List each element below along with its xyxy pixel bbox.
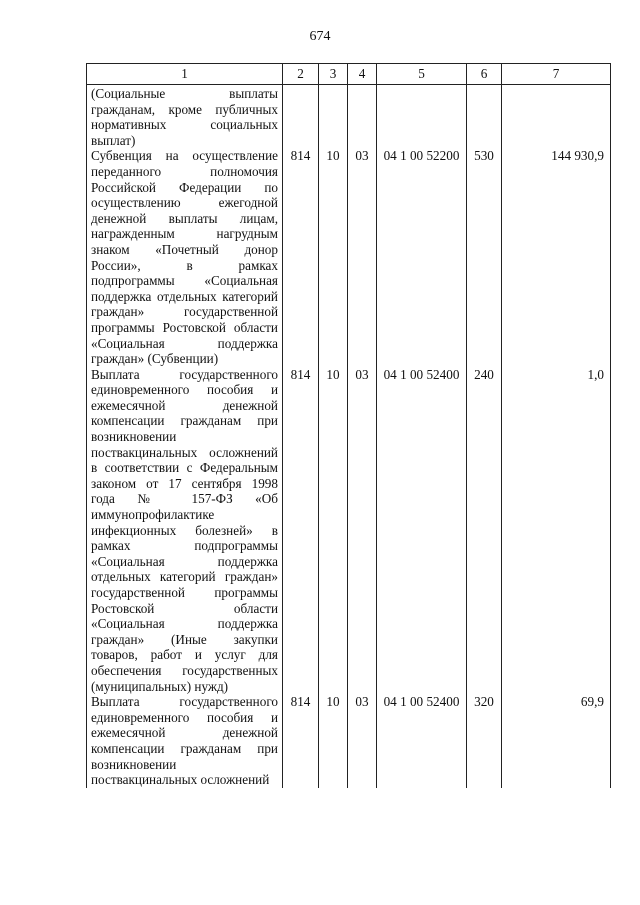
column-header: 2 [283,64,319,85]
header-row [87,64,611,85]
cell-expense-type: 530 [467,148,502,366]
cell-amount: 1,0 [502,367,611,694]
cell-admin-code: 814 [283,148,319,366]
table-row [87,148,611,366]
row-description: Субвенция на осуществление переданного полномочия Российской Федерации по осуществлению ежегодной денежной выплаты лицам, награжденным нагрудным знаком «Почетный донор России», в рамках подпрограммы «Социальная поддержка отдельных категорий граждан» государственной программы Ростовской области «Социальная поддержка граждан» (Субвенции) [87,148,283,366]
cell-target-code: 04 1 00 52400 [377,367,467,694]
cell-subsection: 03 [348,148,377,366]
cell-admin-code: 814 [283,694,319,788]
budget-table [86,63,611,788]
table-row [87,85,611,149]
cell-expense-type: 240 [467,367,502,694]
page-number: 674 [309,29,331,44]
cell-amount: 69,9 [502,694,611,788]
cell-admin-code [283,85,319,149]
cell-amount: 144 930,9 [502,148,611,366]
column-header: 7 [502,64,611,85]
cell-admin-code: 814 [283,367,319,694]
cell-subsection: 03 [348,694,377,788]
cell-target-code [377,85,467,149]
column-header: 5 [377,64,467,85]
cell-subsection [348,85,377,149]
cell-amount [502,85,611,149]
column-header: 4 [348,64,377,85]
column-header: 3 [319,64,348,85]
cell-expense-type: 320 [467,694,502,788]
column-header: 1 [87,64,283,85]
cell-section: 10 [319,367,348,694]
cell-section: 10 [319,694,348,788]
cell-section [319,85,348,149]
table-row [87,694,611,788]
table-row [87,367,611,694]
cell-subsection: 03 [348,367,377,694]
row-description: Выплата государственного единовременного пособия и ежемесячной денежной компенсации гражданам при возникновении поствакцинальных осложнений [87,694,283,788]
row-description: (Социальные выплаты гражданам, кроме публичных нормативных социальных выплат) [87,85,283,149]
cell-expense-type [467,85,502,149]
cell-target-code: 04 1 00 52200 [377,148,467,366]
cell-section: 10 [319,148,348,366]
cell-target-code: 04 1 00 52400 [377,694,467,788]
row-description: Выплата государственного единовременного пособия и ежемесячной денежной компенсации гражданам при возникновении поствакцинальных осложнений в соответствии с Федеральным законом от 17 сентября 1998 года № 157-ФЗ «Об иммунопрофилактике инфекционных болезней» в рамках подпрограммы «Социальная поддержка отдельных категорий граждан» государственной программы Ростовской области «Социальная поддержка граждан» (Иные закупки товаров, работ и услуг для обеспечения государственных (муниципальных) нужд) [87,367,283,694]
column-header: 6 [467,64,502,85]
